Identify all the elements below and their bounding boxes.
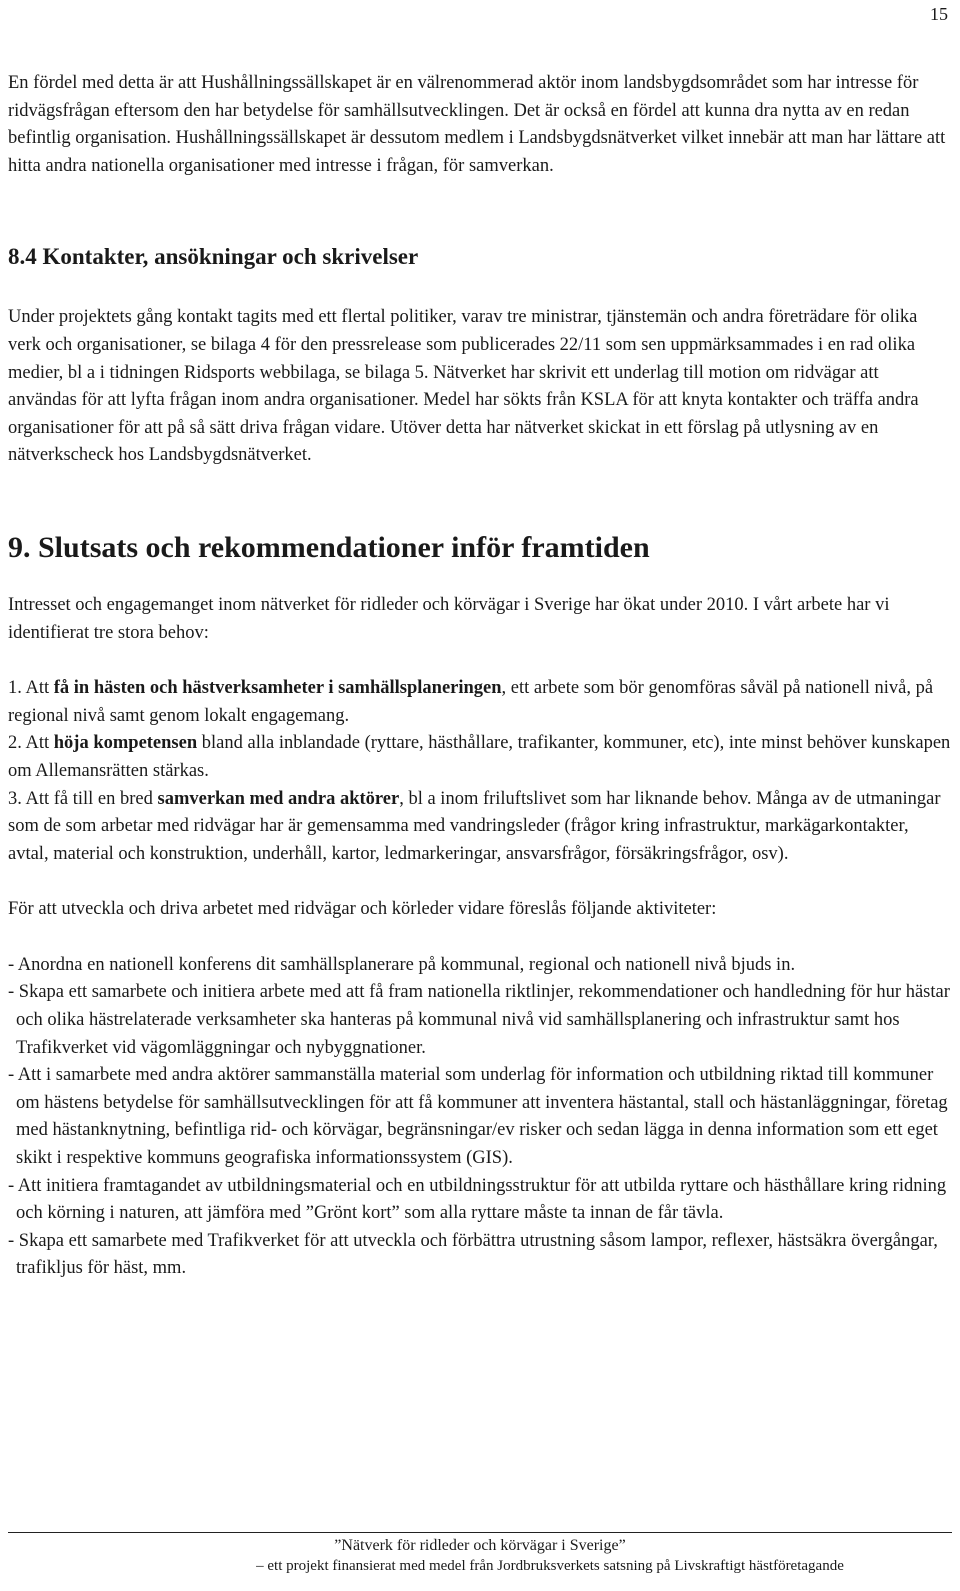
section-8-4-heading: 8.4 Kontakter, ansökningar och skrivelser bbox=[8, 244, 419, 270]
document-body bbox=[8, 70, 952, 1283]
activity-item: - Anordna en nationell konferens dit samhällsplanerare på kommunal, regional och nationell nivå bjuds in. bbox=[8, 954, 796, 975]
need-item: 2. Att höja kompetensen bland alla inblandade (ryttare, hästhållare, trafikanter, kommuner, etc), inte minst behöver kunskapen om Allemansrätten stärkas. bbox=[8, 733, 951, 781]
page-footer bbox=[0, 1536, 960, 1576]
section-9-heading: 9. Slutsats och rekommendationer inför framtiden bbox=[8, 530, 650, 564]
section-8-4-body: Under projektets gång kontakt tagits med ett flertal politiker, varav tre ministrar, tjänstemän och andra företrädare för olika verk och organisationer, se bilaga 4 för den pressrelease som publicerades 22/11 som sen uppmärksammades i en rad olika medier, bl a i tidningen Ridsports webbilaga, se bilaga 5. Nätverket har skrivit ett underlag till motion om ridvägar att användas för att lyfta frågan inom andra organisationer. Medel har sökts från KSLA för att knyta kontakter och träffa andra organisationer för att på så sätt driva frågan vidare. Utöver detta har nätverket skickat in ett förslag på utlysning av en nätverkscheck hos Landsbygdsnätverket. bbox=[8, 307, 919, 466]
activity-item: - Att initiera framtagandet av utbildningsmaterial och en utbildningsstruktur för att utbilda ryttare och hästhållare kring ridning och körning i naturen, att jämföra med ”Grönt kort” som alla ryttare måste ta innan de får tävla. bbox=[8, 1175, 947, 1224]
activity-item: - Att i samarbete med andra aktörer sammanställa material som underlag för information och utbildning riktad till kommuner om hästens betydelse för samhällsutvecklingen för att få kommuner att inventera hästantal, stall och hästanläggningar, företag med hästanknytning, befintliga rid- och körvägar, begränsningar/ev risker och sedan lägga in denna information som ett eget skikt i respektive kommuns geografiska informationssystem (GIS). bbox=[8, 1065, 948, 1169]
page-number: 15 bbox=[930, 4, 948, 24]
needs-list bbox=[8, 675, 952, 868]
activities-intro: För att utveckla och driva arbetet med ridvägar och körleder vidare föreslås följande aktiviteter: bbox=[8, 899, 717, 920]
section-9-intro: Intresset och engagemanget inom nätverket för ridleder och körvägar i Sverige har ökat under 2010. I vårt arbete har vi identifierat tre stora behov: bbox=[8, 594, 890, 643]
need-item: 3. Att få till en bred samverkan med andra aktörer, bl a inom friluftslivet som har liknande behov. Många av de utmaningar som de som arbetar med ridvägar har är gemensamma med vandringsleder (frågor kring infrastruktur, markägarkontakter, avtal, material och konstruktion, underhåll, kartor, ledmarkeringar, ansvarsfrågor, försäkringsfrågor, osv). bbox=[8, 788, 941, 864]
footer-project-title: ”Nätverk för ridleder och körvägar i Sverige” bbox=[334, 1537, 626, 1554]
footer-funding-note: – ett projekt finansierat med medel från Jordbruksverkets satsning på Livskraftigt hästföretagande bbox=[256, 1558, 844, 1574]
activity-item: - Skapa ett samarbete och initiera arbete med att få fram nationella riktlinjer, rekommendationer och handledning för hur hästar och olika hästrelaterade verksamheter ska hanteras på kommunal nivå vid samhällsplanering och infrastruktur samt hos Trafikverket vid vägomläggningar och nybyggnationer. bbox=[8, 982, 950, 1058]
activities-list bbox=[8, 952, 952, 1283]
footer-divider bbox=[8, 1532, 952, 1533]
intro-paragraph: En fördel med detta är att Hushållningssällskapet är en välrenommerad aktör inom landsbygdsområdet som har intresse för ridvägsfrågan eftersom den har betydelse för samhällsutvecklingen. Det är också en fördel att kunna dra nytta av en redan befintlig organisation. Hushållningssällskapet är dessutom medlem i Landsbygdsnätverket vilket innebär att man har lättare att hitta andra nationella organisationer med intresse i frågan, för samverkan. bbox=[8, 73, 946, 176]
activity-item: - Skapa ett samarbete med Trafikverket för att utveckla och förbättra utrustning såsom lampor, reflexer, hästsäkra övergångar, trafikljus för häst, mm. bbox=[8, 1230, 938, 1279]
need-item: 1. Att få in hästen och hästverksamheter i samhällsplaneringen, ett arbete som bör genomföras såväl på nationell nivå, på regional nivå samt genom lokalt engagemang. bbox=[8, 678, 934, 726]
